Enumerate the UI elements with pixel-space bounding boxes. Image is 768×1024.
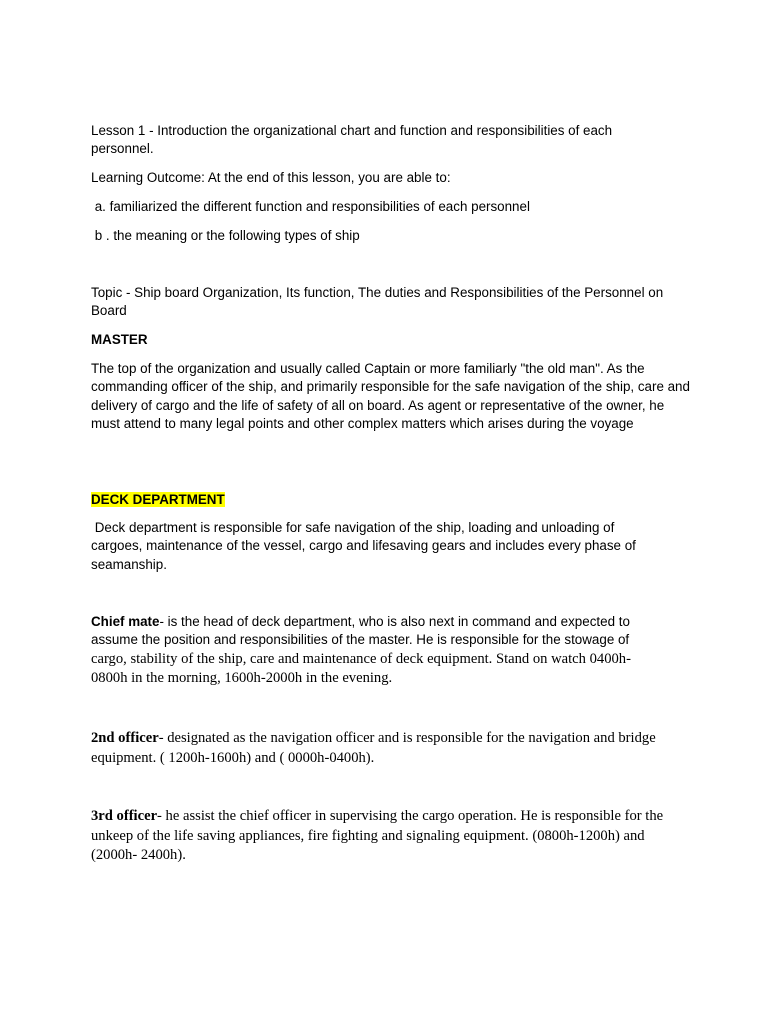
master-description: The top of the organization and usually called Captain or more familiarly "the old man". As the commanding officer of the ship, and primarily responsible for the safe navigation of the ship, care and delivery of cargo and the life of safety of all on board. As agent or representative of the owner, he must attend to many legal points and other complex matters which arises during the voyage [91,361,690,431]
third-officer-paragraph [91,807,676,866]
deck-department-heading [91,491,691,509]
learning-outcome: Learning Outcome: At the end of this lesson, you are able to: [91,170,451,185]
objective-b: b . the meaning or the following types of ship [91,228,360,243]
master-heading: MASTER [91,332,148,347]
objective-a: a. familiarized the different function and responsibilities of each personnel [91,199,530,214]
third-officer-text: - he assist the chief officer in supervising the cargo operation. He is responsible for the unkeep of the life saving appliances, fire fighting and signaling equipment. (0800h-1200h) and (2000h- 2400h). [91,808,664,863]
chief-mate-term: Chief mate [91,614,160,629]
highlighted-heading: DECK DEPARTMENT [91,492,225,507]
second-officer-term: 2nd officer [91,730,159,746]
chief-mate-text: - is the head of deck department, who is also next in command and expected to assume the position and responsibilities of the master. He is responsible for the stowage of [91,614,630,648]
third-officer-term: 3rd officer [91,808,158,824]
chief-mate-paragraph [91,613,656,689]
topic: Topic - Ship board Organization, Its function, The duties and Responsibilities of the Personnel on Board [91,285,664,319]
deck-department-description: Deck department is responsible for safe navigation of the ship, loading and unloading of cargoes, maintenance of the vessel, cargo and lifesaving gears and includes every phase of seamanship. [91,520,640,572]
second-officer-text: - designated as the navigation officer and is responsible for the navigation and bridge equipment. ( 1200h-1600h) and ( 0000h-0400h). [91,730,656,766]
second-officer-paragraph [91,729,686,768]
chief-mate-text-continued: cargo, stability of the ship, care and maintenance of deck equipment. Stand on watch 0400h-0800h in the morning, 1600h-2000h in the evening. [91,650,631,687]
lesson-title: Lesson 1 - Introduction the organizational chart and function and responsibilities of each personnel. [91,123,613,157]
